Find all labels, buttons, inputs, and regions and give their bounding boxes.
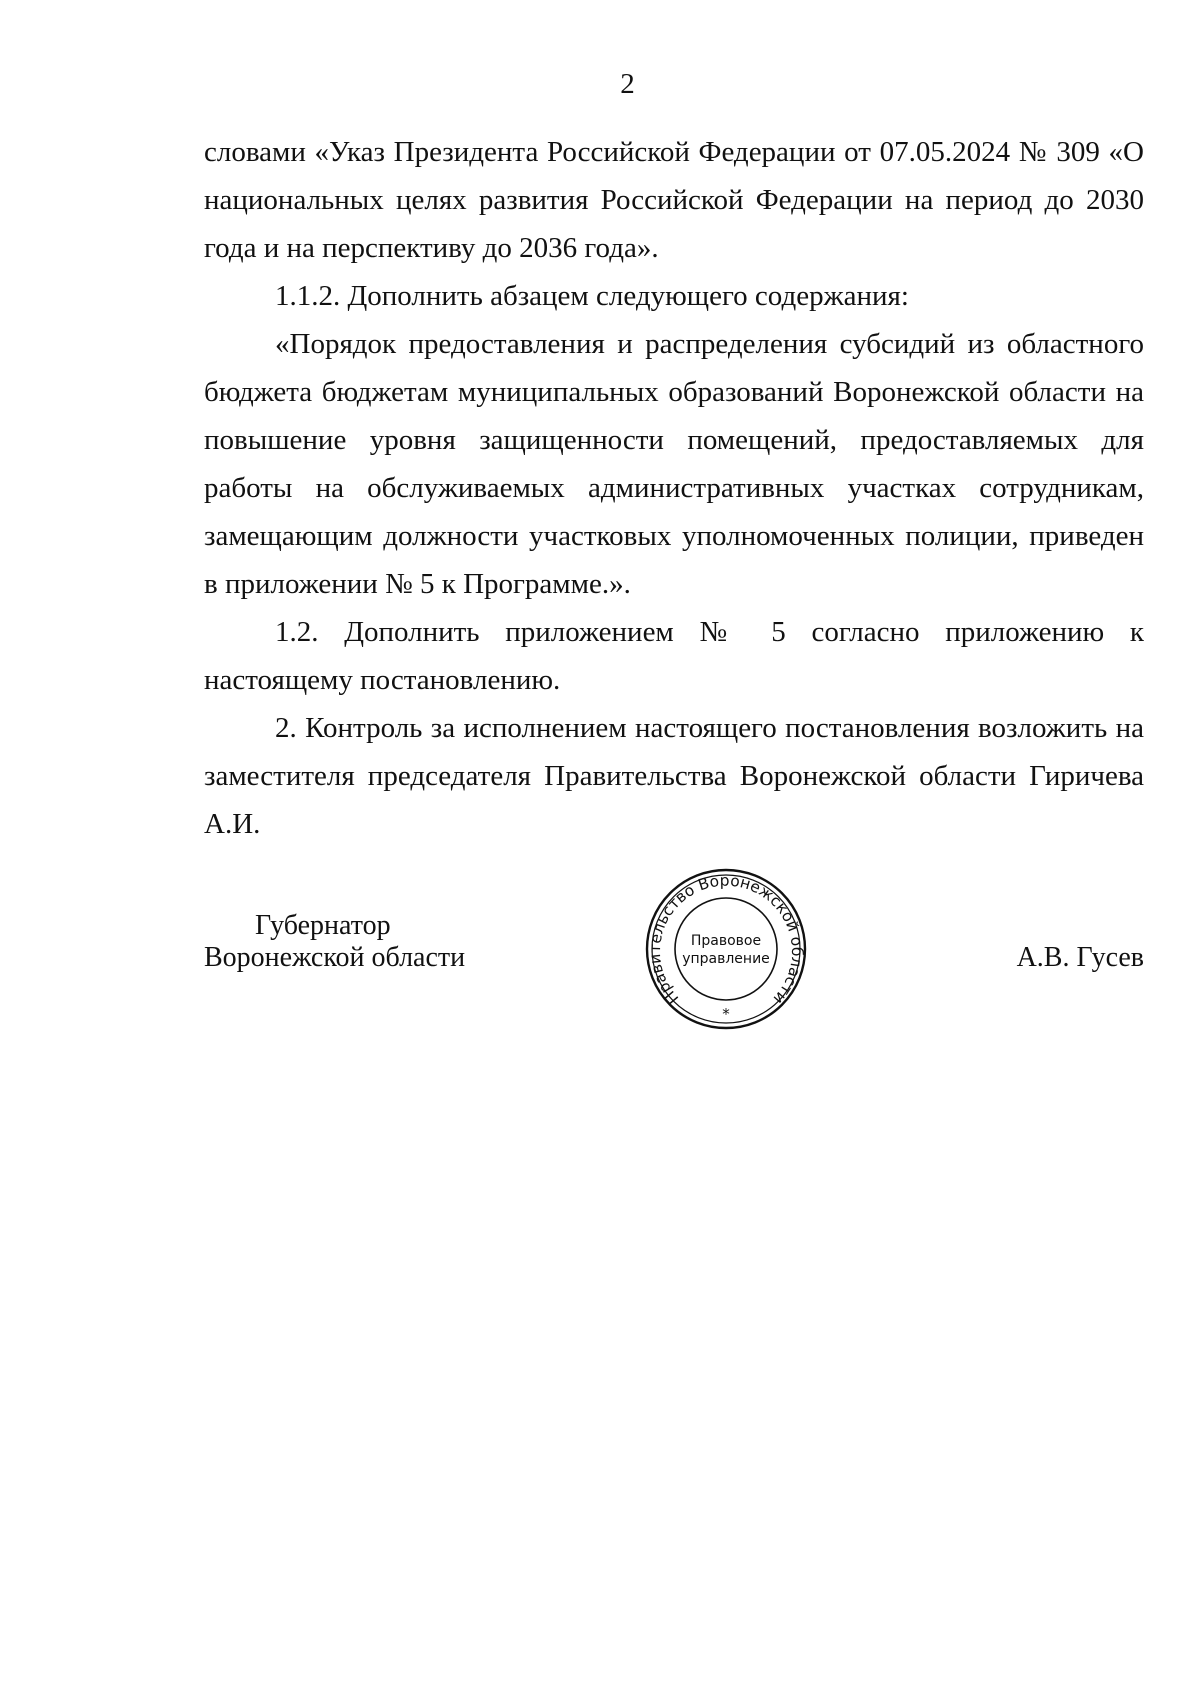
- seal-star: *: [722, 1005, 730, 1023]
- page-number: 2: [620, 68, 635, 100]
- seal-center-line2: управление: [682, 951, 770, 967]
- paragraph-quoted-addition: «Порядок предоставления и распределения субсидий из областного бюджета бюджетам муниципальных образований Воронежской области на повышение уровня защищенности помещений, предоставляемых для работы на обслуживаемых административных участках сотрудникам, замещающим должности участковых уполномоченных полиции, приведен в приложении № 5 к Программе.».: [204, 328, 1144, 600]
- paragraph-item-2: 2. Контроль за исполнением настоящего постановления возложить на заместителя председателя Правительства Воронежской области Гиричева А.И.: [204, 712, 1144, 840]
- signatory-position: [204, 910, 465, 974]
- seal-center-line1: Правовое: [690, 933, 762, 949]
- document-body: [204, 128, 1144, 848]
- signatory-name: А.В. Гусев: [1016, 942, 1144, 973]
- paragraph-continuation: словами «Указ Президента Российской Федерации от 07.05.2024 № 309 «О национальных целях развития Российской Федерации на период до 2030 года и на перспективу до 2036 года».: [204, 136, 1144, 264]
- official-seal: [645, 868, 807, 1030]
- seal-ring-text: Правительство Воронежской области: [645, 871, 807, 1008]
- paragraph-item-1-2: 1.2. Дополнить приложением № 5 согласно приложению к настоящему постановлению.: [204, 616, 1144, 696]
- signatory-position-line2: Воронежской области: [204, 942, 466, 973]
- signature-block: [204, 868, 1144, 1058]
- paragraph-item-1-1-2: 1.1.2. Дополнить абзацем следующего содержания:: [275, 280, 909, 312]
- signatory-position-line1: Губернатор: [255, 910, 391, 941]
